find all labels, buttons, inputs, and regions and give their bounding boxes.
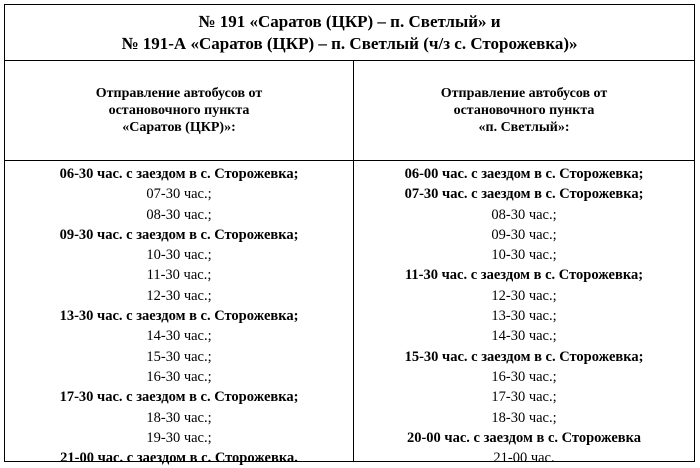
departure-row: 10-30 час.;	[146, 247, 212, 264]
departure-row: 11-30 час. с заездом в с. Сторожевка;	[404, 267, 644, 284]
right-departure-list	[354, 161, 694, 468]
departure-row: 10-30 час.;	[491, 247, 557, 264]
departure-row: 09-30 час. с заездом в с. Сторожевка;	[59, 226, 299, 243]
departure-row: 07-30 час.;	[146, 186, 212, 203]
right-header-line: «п. Светлый»:	[478, 120, 570, 135]
departure-row: 21-00 час. с заездом в с. Сторожевка.	[60, 450, 298, 467]
left-column	[5, 61, 354, 467]
right-header-line: Отправление автобусов от	[440, 86, 608, 101]
departure-row: 09-30 час.;	[491, 226, 557, 243]
right-column-header	[354, 61, 694, 161]
departure-row: 18-30 час.;	[491, 409, 557, 426]
departure-row: 12-30 час.;	[491, 287, 557, 304]
title-line-2: № 191-А «Саратов (ЦКР) – п. Светлый (ч/з с. Сторожевка)»	[121, 34, 578, 53]
departure-row: 13-30 час. с заездом в с. Сторожевка;	[59, 308, 299, 325]
table-title	[5, 5, 694, 61]
departure-row: 08-30 час.;	[491, 206, 557, 223]
departure-row: 14-30 час.;	[146, 328, 212, 345]
departure-row: 17-30 час.;	[491, 389, 557, 406]
departure-row: 17-30 час. с заездом в с. Сторожевка;	[59, 389, 299, 406]
departure-row: 21-00 час.	[493, 450, 555, 467]
departure-row: 08-30 час.;	[146, 206, 212, 223]
right-header-line: остановочного пункта	[453, 103, 595, 118]
schedule-table	[4, 4, 695, 467]
departure-row: 06-00 час. с заездом в с. Сторожевка;	[404, 166, 644, 182]
departure-row: 15-30 час.;	[146, 348, 212, 365]
departure-row: 15-30 час. с заездом в с. Сторожевка;	[404, 348, 644, 365]
departure-row: 18-30 час.;	[146, 409, 212, 426]
departure-row: 07-30 час. с заездом в с. Сторожевка;	[404, 186, 644, 203]
departure-row: 20-00 час. с заездом в с. Сторожевка	[406, 429, 642, 446]
left-header-line: Отправление автобусов от	[95, 86, 263, 101]
departure-row: 06-30 час. с заездом в с. Сторожевка;	[59, 166, 299, 182]
departure-row: 12-30 час.;	[146, 287, 212, 304]
departure-row: 19-30 час.;	[146, 429, 212, 446]
left-departure-list	[5, 161, 353, 468]
left-header-line: остановочного пункта	[108, 103, 250, 118]
left-column-header	[5, 61, 353, 161]
left-header-line: «Саратов (ЦКР)»:	[122, 120, 236, 135]
right-column	[354, 61, 694, 467]
departure-row: 11-30 час.;	[146, 267, 212, 284]
departure-row: 13-30 час.;	[491, 308, 557, 325]
title-line-1: № 191 «Саратов (ЦКР) – п. Светлый» и	[198, 12, 501, 31]
departure-row: 16-30 час.;	[146, 368, 212, 385]
departure-row: 14-30 час.;	[491, 328, 557, 345]
departure-row: 16-30 час.;	[491, 368, 557, 385]
